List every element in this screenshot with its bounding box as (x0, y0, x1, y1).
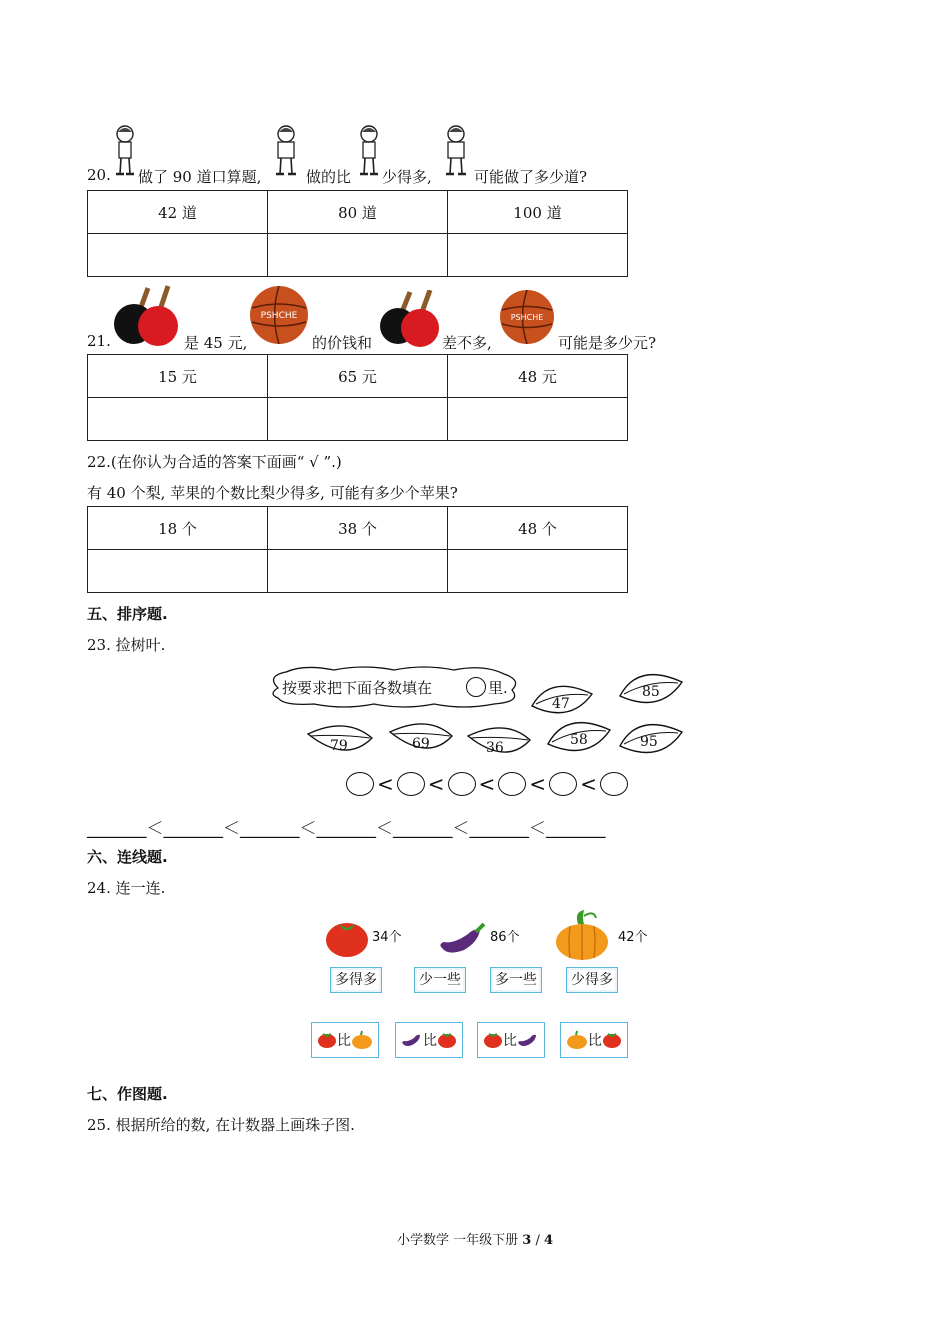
answer-table (87, 354, 628, 441)
question-text: 是 45 元, (184, 334, 248, 352)
paddle-icon (376, 290, 442, 348)
leaf-number: 69 (412, 736, 430, 752)
answer-circle[interactable] (498, 772, 526, 796)
leaf-number: 79 (330, 738, 348, 754)
eggplant-icon (438, 920, 488, 958)
cloud-text: 按要求把下面各数填在 (282, 679, 433, 697)
leaf-item[interactable] (546, 716, 612, 760)
question-text: 有 40 个梨, 苹果的个数比梨少得多, 可能有多少个苹果? (87, 484, 458, 502)
compare-tomato-pumpkin[interactable] (311, 1022, 379, 1058)
pumpkin-count: 42个 (618, 930, 648, 945)
eggplant-icon (517, 1032, 539, 1048)
question-text: 的价钱和 (312, 334, 373, 352)
compare-tomato-eggplant[interactable] (477, 1022, 545, 1058)
question-24-label: 24. 连一连. (87, 879, 166, 897)
compare-word: 比 (423, 1033, 437, 1049)
less-than-sign: < (580, 772, 597, 796)
option-cell: 42 道 (88, 191, 268, 234)
paddle-icon (110, 284, 182, 348)
question-23-label: 23. 捡树叶. (87, 636, 166, 654)
eggplant-count: 86个 (490, 930, 520, 945)
less-than-sign: < (529, 772, 547, 796)
basketball-icon (248, 284, 310, 346)
page-total: 4 (543, 1233, 554, 1248)
answer-table (87, 506, 628, 593)
tomato-icon (437, 1031, 457, 1049)
tomato-icon (602, 1031, 622, 1049)
choice-much-more[interactable]: 多得多 (330, 967, 382, 993)
leaf-item[interactable] (388, 718, 454, 762)
answer-circle[interactable] (600, 772, 628, 796)
less-than-sign: < (377, 772, 394, 796)
boy-icon (442, 124, 470, 180)
choice-a-little-more[interactable]: 多一些 (490, 967, 542, 993)
compare-word: 比 (337, 1033, 351, 1049)
page-separator: / (535, 1233, 540, 1248)
boy-icon (356, 124, 382, 180)
leaf-item[interactable] (466, 722, 532, 766)
leaf-number: 85 (642, 684, 660, 700)
sorting-circles (346, 772, 628, 796)
section-heading: 七、作图题. (87, 1085, 168, 1103)
cloud-text: 里. (488, 679, 508, 697)
answer-cell[interactable] (88, 234, 268, 277)
choice-much-less[interactable]: 少得多 (566, 967, 618, 993)
option-cell: 100 道 (448, 191, 628, 234)
answer-table (87, 190, 628, 277)
question-instruction: 22.(在你认为合适的答案下面画“ √ ”.) (87, 453, 342, 471)
answer-cell[interactable] (448, 550, 628, 593)
answer-cell[interactable] (88, 550, 268, 593)
option-cell: 18 个 (88, 507, 268, 550)
question-text: 做的比 (306, 168, 352, 186)
leaf-item[interactable] (618, 668, 684, 712)
compare-word: 比 (503, 1033, 517, 1049)
answer-cell[interactable] (88, 398, 268, 441)
answer-circle[interactable] (346, 772, 374, 796)
option-cell: 48 元 (448, 355, 628, 398)
answer-blank-line[interactable]: _______＜_______＜_______＜_______＜_______＜_______＜_______ (87, 819, 606, 839)
question-text: 做了 90 道口算题, (138, 168, 262, 186)
answer-circle[interactable] (448, 772, 476, 796)
circle-icon (466, 677, 486, 697)
question-number: 20. (87, 166, 111, 184)
tomato-icon (483, 1031, 503, 1049)
ball-brand: PSHCHE (510, 313, 544, 322)
answer-cell[interactable] (448, 398, 628, 441)
section-heading: 六、连线题. (87, 848, 168, 866)
tomato-icon (317, 1031, 337, 1049)
answer-cell[interactable] (268, 398, 448, 441)
ball-brand: PSHCHE (260, 311, 298, 321)
pumpkin-icon (351, 1030, 373, 1050)
tomato-icon (324, 914, 370, 958)
compare-eggplant-tomato[interactable] (395, 1022, 463, 1058)
answer-cell[interactable] (268, 234, 448, 277)
question-text: 可能是多少元? (558, 334, 657, 352)
pumpkin-icon (554, 908, 610, 962)
answer-circle[interactable] (549, 772, 577, 796)
basketball-icon (498, 288, 556, 346)
answer-cell[interactable] (448, 234, 628, 277)
compare-word: 比 (588, 1033, 602, 1049)
eggplant-icon (401, 1032, 423, 1048)
option-cell: 65 元 (268, 355, 448, 398)
leaf-number: 36 (486, 740, 504, 756)
choice-a-little-less[interactable]: 少一些 (414, 967, 466, 993)
question-text: 少得多, (382, 168, 432, 186)
footer-text: 小学数学 一年级下册 (396, 1233, 519, 1248)
leaf-number: 47 (552, 696, 570, 712)
question-text: 差不多, (442, 334, 492, 352)
answer-circle[interactable] (397, 772, 425, 796)
less-than-sign: < (427, 772, 445, 796)
section-heading: 五、排序题. (87, 605, 168, 623)
option-cell: 38 个 (268, 507, 448, 550)
option-cell: 15 元 (88, 355, 268, 398)
option-cell: 80 道 (268, 191, 448, 234)
answer-cell[interactable] (268, 550, 448, 593)
question-25-label: 25. 根据所给的数, 在计数器上画珠子图. (87, 1116, 355, 1134)
boy-icon (272, 124, 300, 180)
leaf-item[interactable] (306, 720, 374, 764)
page-number: 3 (522, 1233, 532, 1248)
leaf-number: 95 (640, 734, 658, 750)
question-number: 21. (87, 332, 111, 350)
tomato-count: 34个 (372, 930, 402, 945)
question-text: 可能做了多少道? (474, 168, 588, 186)
page-footer (0, 1229, 950, 1248)
boy-icon (112, 124, 138, 180)
less-than-sign: < (478, 772, 496, 796)
option-cell: 48 个 (448, 507, 628, 550)
leaf-item[interactable] (618, 718, 684, 762)
compare-pumpkin-tomato[interactable] (560, 1022, 628, 1058)
leaf-number: 58 (570, 732, 588, 748)
pumpkin-icon (566, 1030, 588, 1050)
